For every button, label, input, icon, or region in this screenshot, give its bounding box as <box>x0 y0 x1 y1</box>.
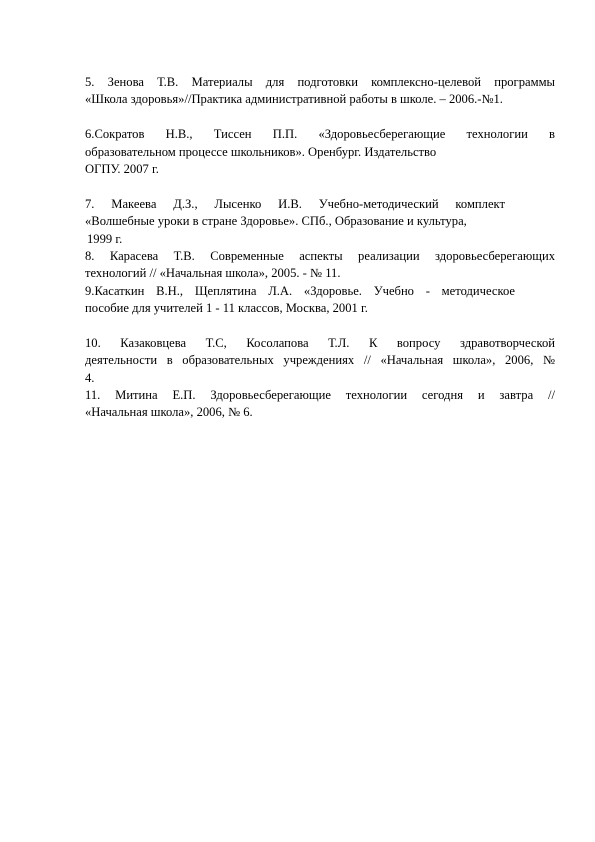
reference-line: технологий // «Начальная школа», 2005. - № 11. <box>85 266 341 281</box>
reference-item-10 <box>85 335 555 387</box>
reference-line: «Начальная школа», 2006, № 6. <box>85 405 253 420</box>
reference-line: 8. Карасева Т.В. Современные аспекты реализации здоровьесберегающих <box>85 248 555 263</box>
reference-line: 9.Касаткин В.Н., Щеплятина Л.А. «Здоровье. Учебно - методическое <box>85 283 515 298</box>
reference-line: 4. <box>85 370 95 385</box>
reference-line: «Волшебные уроки в стране Здоровье». СПб., Образование и культура, <box>85 214 467 229</box>
spacer <box>85 109 555 126</box>
reference-item-8 <box>85 248 555 283</box>
reference-line: деятельности в образовательных учреждениях // «Начальная школа», 2006, № <box>85 353 555 368</box>
spacer <box>85 178 555 195</box>
reference-line: 11. Митина Е.П. Здоровьесберегающие технологии сегодня и завтра // <box>85 388 555 403</box>
reference-line: 7. Макеева Д.З., Лысенко И.В. Учебно-методический комплект <box>85 196 505 211</box>
reference-line: пособие для учителей 1 - 11 классов, Москва, 2001 г. <box>85 301 368 316</box>
reference-list <box>85 74 555 422</box>
reference-item-9 <box>85 283 555 318</box>
reference-line: «Школа здоровья»//Практика административной работы в школе. – 2006.-№1. <box>85 92 503 107</box>
reference-item-7 <box>85 196 555 248</box>
reference-line: 1999 г. <box>87 231 123 246</box>
reference-item-5 <box>85 74 555 109</box>
reference-item-6 <box>85 126 555 178</box>
reference-line: образовательном процессе школьников». Оренбург. Издательство <box>85 144 437 159</box>
reference-line: ОГПУ. 2007 г. <box>85 161 159 176</box>
reference-item-11 <box>85 387 555 422</box>
reference-line: 6.Сократов Н.В., Тиссен П.П. «Здоровьесберегающие технологии в <box>85 127 555 142</box>
spacer <box>85 317 555 334</box>
reference-line: 10. Казаковцева Т.С, Косолапова Т.Л. К вопросу здравотворческой <box>85 335 555 350</box>
reference-line: 5. Зенова Т.В. Материалы для подготовки комплексно-целевой программы <box>85 75 555 89</box>
